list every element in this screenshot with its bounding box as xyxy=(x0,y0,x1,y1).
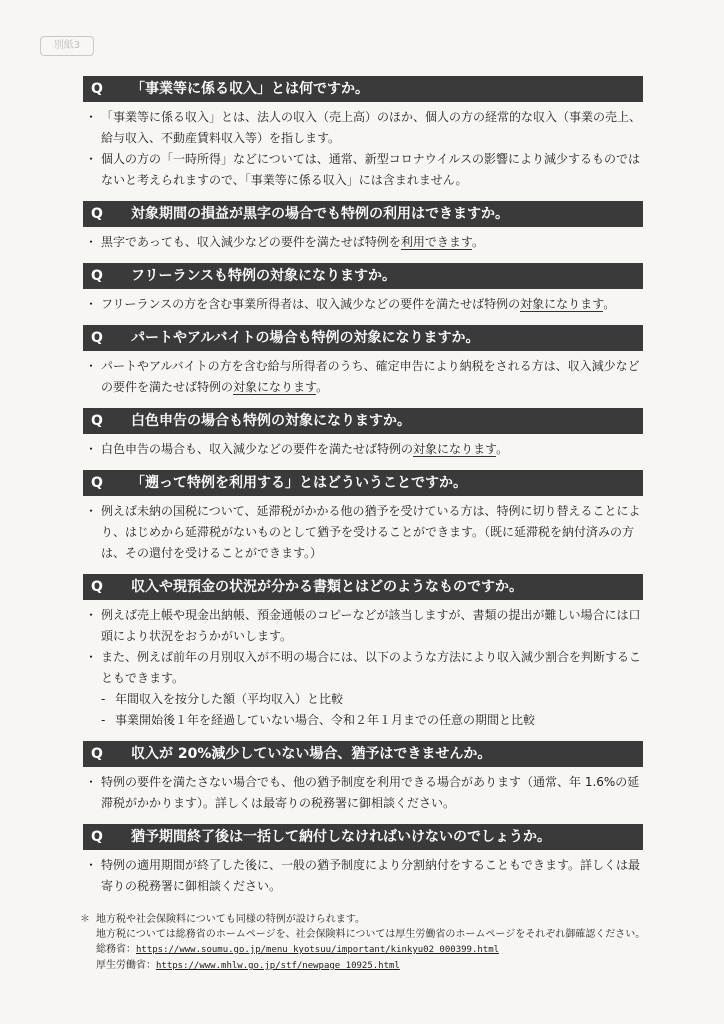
mhlw-label: 厚生労働省： xyxy=(96,960,156,971)
answer-item xyxy=(83,647,643,689)
soumu-label: 総務省： xyxy=(96,944,136,955)
q-mark: Q xyxy=(91,746,103,762)
answer-text-part: 白色申告の場合も、収入減少などの要件を満たせば特例の xyxy=(101,442,414,456)
mhlw-link[interactable]: https://www.mhlw.go.jp/stf/newpage_10925.html xyxy=(156,961,400,971)
dash: - xyxy=(101,692,106,706)
question-heading xyxy=(83,201,643,227)
q-mark: Q xyxy=(91,579,103,595)
sub-item xyxy=(83,710,643,731)
bullet: ・ xyxy=(85,775,98,789)
q-mark: Q xyxy=(91,829,103,845)
answer-text-part: 。 xyxy=(603,297,616,311)
answer-underlined: 利用できます xyxy=(400,235,472,249)
answer-text: また、例えば前年の月別収入が不明の場合には、以下のような方法により収入減少割合を判断することもできます。 xyxy=(101,650,642,685)
q-mark: Q xyxy=(91,330,103,346)
question-text: 収入や現預金の状況が分かる書類とはどのようなものですか。 xyxy=(131,579,523,595)
answer xyxy=(83,289,643,315)
bullet: ・ xyxy=(85,297,98,311)
answer xyxy=(83,434,643,460)
answer-item xyxy=(83,772,643,814)
question-text: 白色申告の場合も特例の対象になりますか。 xyxy=(131,413,411,429)
answer-text-part: パートやアルバイトの方を含む給与所得者のうち、確定申告により納税をされる方は、収入減少などの要件を満たせば特例の xyxy=(101,359,640,394)
q-mark: Q xyxy=(91,268,103,284)
answer-item xyxy=(83,149,643,191)
soumu-link[interactable]: https://www.soumu.go.jp/menu_kyotsuu/important/kinkyu02_000399.html xyxy=(136,945,500,955)
footnote-line xyxy=(80,912,650,927)
answer-text xyxy=(101,439,643,460)
answer-item xyxy=(83,855,643,897)
question-heading xyxy=(83,325,643,351)
answer-item xyxy=(83,232,643,253)
answer-underlined: 対象になります xyxy=(520,297,604,311)
answer-text: 例えば未納の国税について、延滞税がかかる他の猶予を受けている方は、特例に切り替えることにより、はじめから延滞税がないものとして猶予を受けることができます。（既に延滞税を納付済みの方は、その還付を受けることができます。） xyxy=(101,504,641,560)
dash: - xyxy=(101,713,106,727)
answer-text: 特例の適用期間が終了した後に、一般の猶予制度により分割納付をすることもできます。詳しくは最寄りの税務署に御相談ください。 xyxy=(101,858,641,893)
answer xyxy=(83,600,643,731)
question-text: 対象期間の損益が黒字の場合でも特例の利用はできますか。 xyxy=(131,206,509,222)
bullet: ・ xyxy=(85,650,98,664)
question-text: 収入が 20%減少していない場合、猶予はできませんか。 xyxy=(131,746,492,762)
answer xyxy=(83,496,643,564)
faq-list xyxy=(83,76,643,897)
bullet: ・ xyxy=(85,152,98,166)
answer-item xyxy=(83,356,643,398)
question-heading xyxy=(83,574,643,600)
answer-item xyxy=(83,501,643,564)
question-heading xyxy=(83,76,643,102)
answer-item xyxy=(83,605,643,647)
bullet: ・ xyxy=(85,504,98,518)
answer-text xyxy=(101,232,643,253)
q-mark: Q xyxy=(91,413,103,429)
answer-underlined: 対象になります xyxy=(233,380,317,394)
question-heading xyxy=(83,470,643,496)
answer-text-part: 。 xyxy=(496,442,509,456)
question-text: パートやアルバイトの場合も特例の対象になりますか。 xyxy=(131,330,480,346)
bullet: ・ xyxy=(85,608,98,622)
q-mark: Q xyxy=(91,81,103,97)
answer-text-part: フリーランスの方を含む事業所得者は、収入減少などの要件を満たせば特例の xyxy=(101,297,521,311)
answer-text: 例えば売上帳や現金出納帳、預金通帳のコピーなどが該当しますが、書類の提出が難しい場合には口頭により状況をおうかがいします。 xyxy=(101,608,641,643)
question-text: 「事業等に係る収入」とは何ですか。 xyxy=(131,81,369,97)
bullet: ・ xyxy=(85,110,98,124)
sub-item xyxy=(83,689,643,710)
asterisk: ＊ xyxy=(80,914,90,925)
footnote-text: 地方税については総務省のホームページを、社会保険料については厚生労働省のホームページをそれぞれ御確認ください。 xyxy=(96,929,646,940)
answer-item xyxy=(83,294,643,315)
answer xyxy=(83,850,643,897)
soumu-link-row xyxy=(80,942,650,958)
bullet: ・ xyxy=(85,442,98,456)
footnote xyxy=(80,912,650,974)
footnote-text: 地方税や社会保険料についても同様の特例が設けられます。 xyxy=(96,914,365,925)
answer xyxy=(83,227,643,253)
q-mark: Q xyxy=(91,475,103,491)
bullet: ・ xyxy=(85,858,98,872)
answer-text-part: 。 xyxy=(471,235,484,249)
bullet: ・ xyxy=(85,235,98,249)
answer-item xyxy=(83,439,643,460)
question-text: 猶予期間終了後は一括して納付しなければいけないのでしょうか。 xyxy=(131,829,551,845)
answer-text-part: 黒字であっても、収入減少などの要件を満たせば特例を xyxy=(101,235,401,249)
question-heading xyxy=(83,741,643,767)
sub-item-text: 年間収入を按分した額（平均収入）と比較 xyxy=(115,692,344,706)
answer xyxy=(83,102,643,191)
answer xyxy=(83,351,643,398)
answer xyxy=(83,767,643,814)
answer-text-part: 。 xyxy=(316,380,329,394)
answer-text: 特例の要件を満たさない場合でも、他の猶予制度を利用できる場合があります（通常、年 1.6%の延滞税がかかります）。詳しくは最寄りの税務署に御相談ください。 xyxy=(101,775,640,810)
bullet: ・ xyxy=(85,359,98,373)
question-heading xyxy=(83,263,643,289)
answer-text: 個人の方の「一時所得」などについては、通常、新型コロナウイルスの影響により減少するものではないと考えられますので、「事業等に係る収入」には含まれません。 xyxy=(101,152,641,187)
sub-item-text: 事業開始後１年を経過していない場合、令和２年１月までの任意の期間と比較 xyxy=(115,713,536,727)
question-text: フリーランスも特例の対象になりますか。 xyxy=(131,268,397,284)
question-heading xyxy=(83,824,643,850)
answer-item xyxy=(83,107,643,149)
q-mark: Q xyxy=(91,206,103,222)
mhlw-link-row xyxy=(80,958,650,974)
answer-text xyxy=(101,294,643,315)
question-heading xyxy=(83,408,643,434)
answer-text xyxy=(101,356,643,398)
annex-tag: 別紙3 xyxy=(40,36,94,56)
answer-text: 「事業等に係る収入」とは、法人の収入（売上高）のほか、個人の方の経常的な収入（事業の売上、給与収入、不動産賃料収入等）を指します。 xyxy=(101,110,642,145)
question-text: 「遡って特例を利用する」とはどういうことですか。 xyxy=(131,475,467,491)
answer-underlined: 対象になります xyxy=(413,442,497,456)
